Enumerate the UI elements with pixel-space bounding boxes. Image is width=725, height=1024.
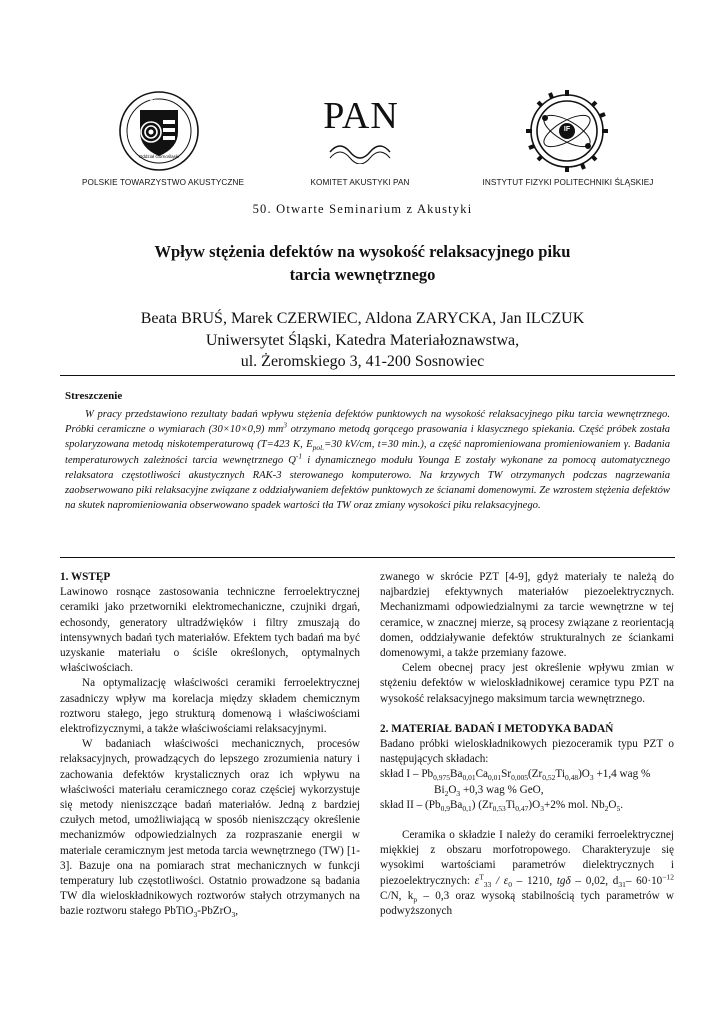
pta-ring-text: Oddział Górnośląski	[138, 154, 180, 159]
section1-para1: Lawinowo rosnące zastosowania techniczne ferroelektrycznej ceramiki jako przetworniki elektromechaniczne, czujniki drgań, echosondy, generatory ultradźwięków i filtry zmuszają do intensywnych badań tych materiałów. Efektem tych badań ma być uzyskanie materiału o ściśle określonych, optymalnych właściwościach.	[60, 586, 360, 675]
pan-logo	[322, 96, 400, 166]
comp1-f6: 0,005	[511, 773, 528, 783]
comp1-l2c: O	[448, 783, 457, 796]
comp2-a: skład II – (Pb	[380, 798, 441, 811]
section1-sub-a: 3	[193, 910, 198, 920]
section2-para2-end: stabilnością tych parametrów w podwyższonych	[380, 889, 675, 918]
comp1-f11: )O	[578, 768, 590, 781]
composition-2	[380, 798, 674, 813]
section1-para3-mid: -PbZrO	[197, 905, 232, 918]
comp2-j: 3	[540, 804, 544, 814]
paper-title-line1: Wpływ stężenia defektów na wysokość relaksacyjnego piku	[154, 242, 571, 261]
right-column	[380, 570, 674, 919]
d-value: – 60·10	[625, 874, 663, 887]
comp1-l2d: 3	[456, 788, 461, 798]
comp1-f5: Sr	[501, 768, 512, 781]
paper-title	[60, 240, 665, 286]
section2-para1: Badano próbki wieloskładnikowych piezoceramik typu PZT o następujących składach:	[380, 738, 674, 766]
comp1-f10: 0,48	[564, 773, 579, 783]
logo-caption-pan: KOMITET AKUSTYKI PAN	[310, 178, 410, 187]
author-names: Beata BRUŚ, Marek CZERWIEC, Aldona ZARYCKA, Jan ILCZUK	[140, 310, 585, 327]
section2-para2-text: Ceramika o składzie I należy do ceramiki ferroelektrycznej miękkiej z obszaru morfotropowego. Charakteryzuje się wysokimi wartościami parametrów dielektrycznych i piezoelektrycznych:	[380, 829, 674, 887]
logo-caption-if: INSTYTUT FIZYKI POLITECHNIKI ŚLĄSKIEJ	[482, 178, 654, 187]
abstract-text-3: =30 kV/cm, t=30 min.), a część napromieniowana promieniowaniem γ. Badania temperaturowych zależności tarcia wewnętrznego Q	[65, 439, 670, 466]
comp2-o: .	[620, 798, 624, 811]
pta-logo	[118, 90, 200, 172]
comp1-tail: +1,4 wag %	[593, 768, 651, 781]
if-logo	[522, 86, 612, 176]
d-sup: −12	[662, 871, 675, 881]
eps-symbol: ε	[474, 874, 480, 887]
comp1-l2b: 2	[444, 788, 449, 798]
address: ul. Żeromskiego 3, 41-200 Sosnowiec	[240, 353, 485, 370]
paper-title-line2: tarcia wewnętrznego	[289, 265, 436, 284]
composition-1	[380, 767, 674, 782]
comp2-i: )O	[528, 798, 541, 811]
section1-para3-text: W badaniach właściwości mechanicznych, procesów relaksacyjnych, prowadzących do lepszego zrozumienia natury i zachowania defektów krystalicznych oraz ich wpływu na właściwości materiału ceramicznego coraz częściej wykorzystuje się metody nieniszczące badań materiałów. Jedną z bardziej czułych metod, umożliwiającą w sposób nieniszczący określenie mechanizmów odpowiedzialnych za rozpraszanie energii w materiale ceramicznym jest metoda tarcia wewnętrznego (TW) [1-3]. Bazuje ona na pomiarach strat mechanicznych w funkcji temperatury lub częstotliwości. Ostatnio prowadzone są badania TW dla wieloskładnikowych roztworów stałych otrzymanych na bazie roztworu stałego PbTiO	[60, 738, 360, 918]
rule-top	[60, 375, 675, 376]
tg-symbol: tgδ	[556, 874, 571, 887]
section1-heading: 1. WSTĘP	[60, 571, 111, 583]
section2-para2	[380, 828, 674, 919]
eps-div: / ε	[491, 874, 509, 887]
seminar-name: 50. Otwarte Seminarium z Akustyki	[252, 202, 473, 216]
comp1-f0: 0,975	[433, 773, 451, 783]
section1-right-para2: Celem obecnej pracy jest określenie wpływu zmian w stężeniu defektów w wieloskładnikowej ceramice typu PZT na wysokość relaksacyjnego maksimum tarcia wewnętrznego.	[380, 662, 674, 705]
k-sub: p	[413, 895, 418, 905]
comp1-f4: 0,01	[488, 773, 502, 783]
abstract-sub-1: pol.	[312, 443, 325, 453]
pan-logo-text: PAN	[323, 95, 399, 137]
comp2-k: +2% mol. Nb	[543, 798, 605, 811]
rule-bottom	[60, 557, 675, 558]
comp1-l2a: Bi	[434, 783, 445, 796]
comp1-f1: Ba	[450, 768, 463, 781]
comp2-f: 0,53	[492, 804, 506, 814]
composition-1-line2	[380, 783, 674, 798]
eps-sub: 33	[483, 879, 492, 889]
comp2-b: 0,9	[440, 804, 450, 814]
comp2-g: Ti	[505, 798, 516, 811]
section1-para3	[60, 737, 360, 919]
comp1-l2e: +0,3 wag % GeO,	[460, 783, 544, 796]
abstract-text-1: W pracy przedstawiono rezultaty badań wpływu stężenia defektów punktowych na wysokość relaksacyjnego piku tarcia wewnętrznego. Próbki ceramiczne o wymiarach (30×10×0,9) mm	[65, 409, 670, 436]
affiliation: Uniwersytet Śląski, Katedra Materiałoznawstwa,	[205, 331, 520, 349]
section1-right-para1: zwanego w skrócie PZT [4-9], gdyż materiały te należą do najbardziej efektywnych materiałów piezoelektrycznych. Mechanizmami odpowiedzialnymi za tarcie wewnętrzne w tej ceramice, w znacznej mierze, są procesy związane z reorientacją domen, oddziaływanie defektów strukturalnych ze ściankami domenowymi, a także przemiany fazowe.	[380, 571, 674, 660]
section1-para2: Na optymalizację właściwości ceramiki ferroelektrycznej zasadniczy wpływ ma korelacja między składem chemicznym roztworu stałego, jego strukturą domenową i właściwościami elektrofizycznymi, a także właściwościami relaksacyjnymi.	[60, 677, 360, 736]
section2-heading: 2. MATERIAŁ BADAŃ I METODYKA BADAŃ	[380, 722, 614, 735]
comp2-e: ) (Zr	[471, 798, 493, 811]
if-logo-text: IF	[563, 126, 571, 133]
d-unit: C/N, k	[380, 889, 414, 902]
abstract-text-4: i dynamicznego modułu Younga E zostały wykonane za pomocą automatycznego relaksatora częstotliwości akustycznych RAK-3 sterowanego komputerowo. Na krzywych TW otrzymanych podczas nagrzewania zaobserwowano piki relaksacyjne związane z oddziaływaniem defektów punktowych ze ścianami domenowymi. Ze wzrostem stężenia defektów na skutek napromieniowania obserwowano spadek wartości tła TW oraz zmiany wysokości piku relaksacyjnego.	[65, 454, 670, 512]
abstract-sup-1: 3	[283, 420, 288, 430]
abstract-body	[65, 407, 670, 513]
eps-value: – 1210,	[511, 874, 553, 887]
d-sub: 31	[618, 879, 626, 889]
comp1-label: skład I – Pb	[380, 768, 434, 781]
comp2-l: 2	[604, 804, 609, 814]
comp1-f9: Ti	[555, 768, 565, 781]
comp1-f8: 0,52	[542, 773, 556, 783]
abstract-text-2: otrzymano metodą gorącego prasowania i klasycznego spiekania. Część próbek została spolaryzowana metodą niskotemperaturową (T=423 K, E	[65, 424, 670, 451]
authors-block	[40, 308, 685, 373]
comp1-f7: (Zr	[527, 768, 543, 781]
tg-value: – 0,02, d	[570, 874, 619, 887]
abstract-heading: Streszczenie	[65, 390, 123, 402]
comp2-d: 0,1	[462, 804, 472, 814]
comp1-f12: 3	[589, 773, 594, 783]
eps-sub0: 0	[508, 879, 512, 889]
comp1-f3: Ca	[475, 768, 489, 781]
comp2-c: Ba	[449, 798, 463, 811]
section1-sub-b: 3	[231, 910, 236, 920]
comp2-n: 5	[616, 804, 621, 814]
logo-caption-pta: POLSKIE TOWARZYSTWO AKUSTYCZNE	[82, 178, 245, 187]
eps-sup: T	[479, 871, 484, 881]
k-value: – 0,3 oraz wysoką	[417, 889, 516, 902]
pta-logo-text: PTA	[150, 100, 162, 106]
section1-para3-end: ,	[235, 905, 238, 918]
comp1-f2: 0,01	[462, 773, 476, 783]
comp2-m: O	[608, 798, 617, 811]
abstract-sup-2: -1	[295, 451, 303, 461]
comp2-h: 0,47	[515, 804, 529, 814]
left-column	[60, 570, 360, 920]
